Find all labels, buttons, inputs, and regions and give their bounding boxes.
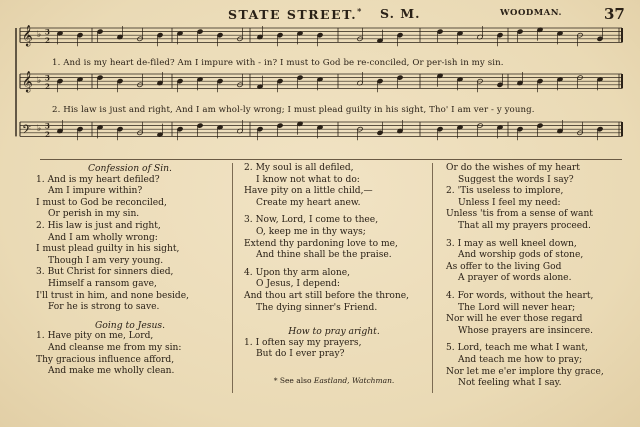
verse-line: And I am wholly wrong: bbox=[48, 232, 158, 243]
verse-line: As offer to the living God bbox=[446, 261, 562, 272]
verse-line: 5. Lord, teach me what I want, bbox=[446, 343, 588, 354]
verse-line: 2. My soul is all defiled, bbox=[244, 163, 354, 173]
hymn-heading: Confession of Sin. bbox=[88, 163, 172, 174]
flat-icon: ♭ bbox=[37, 30, 42, 41]
staff-notation bbox=[0, 24, 640, 154]
verse-line: 2. His law is just and right, bbox=[36, 220, 161, 231]
verse-line: 3. But Christ for sinners died, bbox=[36, 267, 174, 278]
verse-line: Unless I feel my need: bbox=[458, 197, 561, 208]
footnote: * See also Eastland, Watchman. bbox=[273, 376, 395, 385]
time-signature-top: 3 bbox=[45, 73, 50, 83]
column-middle bbox=[244, 163, 424, 361]
verse-line: Create my heart anew. bbox=[256, 197, 361, 208]
verse-line: Though I am very young. bbox=[48, 255, 164, 266]
verse-line: Thy gracious influence afford, bbox=[36, 354, 175, 365]
verse-line: Suggest the words I say? bbox=[458, 174, 574, 185]
verse-line: Am I impure within? bbox=[48, 186, 143, 197]
verse-line: And make me wholly clean. bbox=[48, 366, 175, 377]
verse-line: Or do the wishes of my heart bbox=[446, 163, 580, 173]
verse-line: I'll trust in him, and none beside, bbox=[36, 290, 190, 301]
lyric-line-1: 1. And is my heart de-filed? Am I impure with - in? I must to God be re-conciled, Or per-ish in my sin. bbox=[52, 58, 504, 68]
verse-line: Whose prayers are insincere. bbox=[458, 325, 593, 336]
lyric-line-2: 2. His law is just and right, And I am whol-ly wrong; I must plead guilty in his sight, Tho' I am ver - y young. bbox=[52, 105, 535, 115]
time-signature-bottom: 2 bbox=[45, 35, 50, 45]
treble-clef-icon: 𝄞 bbox=[22, 71, 33, 93]
treble-clef-icon: 𝄞 bbox=[22, 25, 33, 47]
verse-line: Nor will he ever those regard bbox=[446, 314, 583, 325]
verse-line: 1. And is my heart defiled? bbox=[36, 174, 160, 185]
hymn-heading: How to pray aright. bbox=[288, 326, 380, 338]
flat-icon: ♭ bbox=[37, 76, 42, 87]
flat-icon: ♭ bbox=[37, 124, 42, 135]
score-divider bbox=[40, 159, 622, 160]
verse-line: 1. Have pity on me, Lord, bbox=[36, 331, 154, 342]
verse-line: And thou art still before the throne, bbox=[244, 290, 410, 301]
column-right bbox=[446, 163, 622, 390]
time-signature-bottom: 2 bbox=[45, 81, 50, 91]
verse-line: 3. Now, Lord, I come to thee, bbox=[244, 215, 379, 226]
time-signature-top: 3 bbox=[45, 121, 50, 131]
verse-line: Unless 'tis from a sense of want bbox=[446, 209, 593, 220]
time-signature-top: 3 bbox=[45, 27, 50, 37]
bass-clef-icon: 𝄢 bbox=[22, 123, 32, 140]
column-rule-1 bbox=[232, 163, 233, 393]
verse-line: For he is strong to save. bbox=[48, 302, 160, 313]
verse-line: The Lord will never hear; bbox=[458, 302, 576, 313]
time-signature-bottom: 2 bbox=[45, 129, 50, 139]
verse-line: That all my prayers proceed. bbox=[458, 220, 591, 231]
verse-line: Himself a ransom gave, bbox=[48, 278, 157, 289]
verse-line: Nor let me e'er implore thy grace, bbox=[446, 366, 604, 377]
verse-line: And teach me how to pray; bbox=[458, 354, 583, 365]
page-number: 37 bbox=[604, 5, 625, 23]
composer-name: WOODMAN. bbox=[500, 8, 562, 18]
meter-label: S. M. bbox=[380, 6, 421, 21]
verse-line: And cleanse me from my sin: bbox=[48, 342, 182, 353]
verse-line: I must to God be reconciled, bbox=[36, 197, 167, 208]
verse-line: 3. I may as well kneel down, bbox=[446, 238, 577, 249]
column-left bbox=[36, 163, 224, 378]
column-rule-2 bbox=[432, 163, 433, 393]
verse-line: And thine shall be the praise. bbox=[256, 250, 392, 261]
verse-line: Or perish in my sin. bbox=[48, 209, 140, 220]
hymn-heading: Going to Jesus. bbox=[94, 319, 166, 331]
verse-line: The dying sinner's Friend. bbox=[256, 302, 378, 313]
verse-line: And worship gods of stone, bbox=[458, 250, 584, 261]
verse-line: I know not what to do: bbox=[256, 174, 360, 185]
verse-line: 2. 'Tis useless to implore, bbox=[446, 186, 564, 197]
tune-title: STATE STREET.* bbox=[228, 6, 363, 23]
music-score bbox=[0, 24, 640, 154]
verse-line: A prayer of words alone. bbox=[458, 273, 572, 284]
verse-line: 4. For words, without the heart, bbox=[446, 290, 594, 301]
verse-line: 1. I often say my prayers, bbox=[244, 337, 362, 348]
verse-line: But do I ever pray? bbox=[256, 349, 345, 360]
verse-line: Extend thy pardoning love to me, bbox=[244, 238, 398, 249]
verse-line: Have pity on a little child,— bbox=[244, 186, 373, 197]
verse-line: O, keep me in thy ways; bbox=[256, 226, 366, 237]
verse-line: Not feeling what I say. bbox=[458, 378, 562, 389]
page-header bbox=[0, 6, 640, 22]
verse-line: I must plead guilty in his sight, bbox=[36, 244, 180, 255]
verse-line: O Jesus, I depend: bbox=[256, 279, 340, 290]
verse-line: 4. Upon thy arm alone, bbox=[244, 267, 351, 278]
